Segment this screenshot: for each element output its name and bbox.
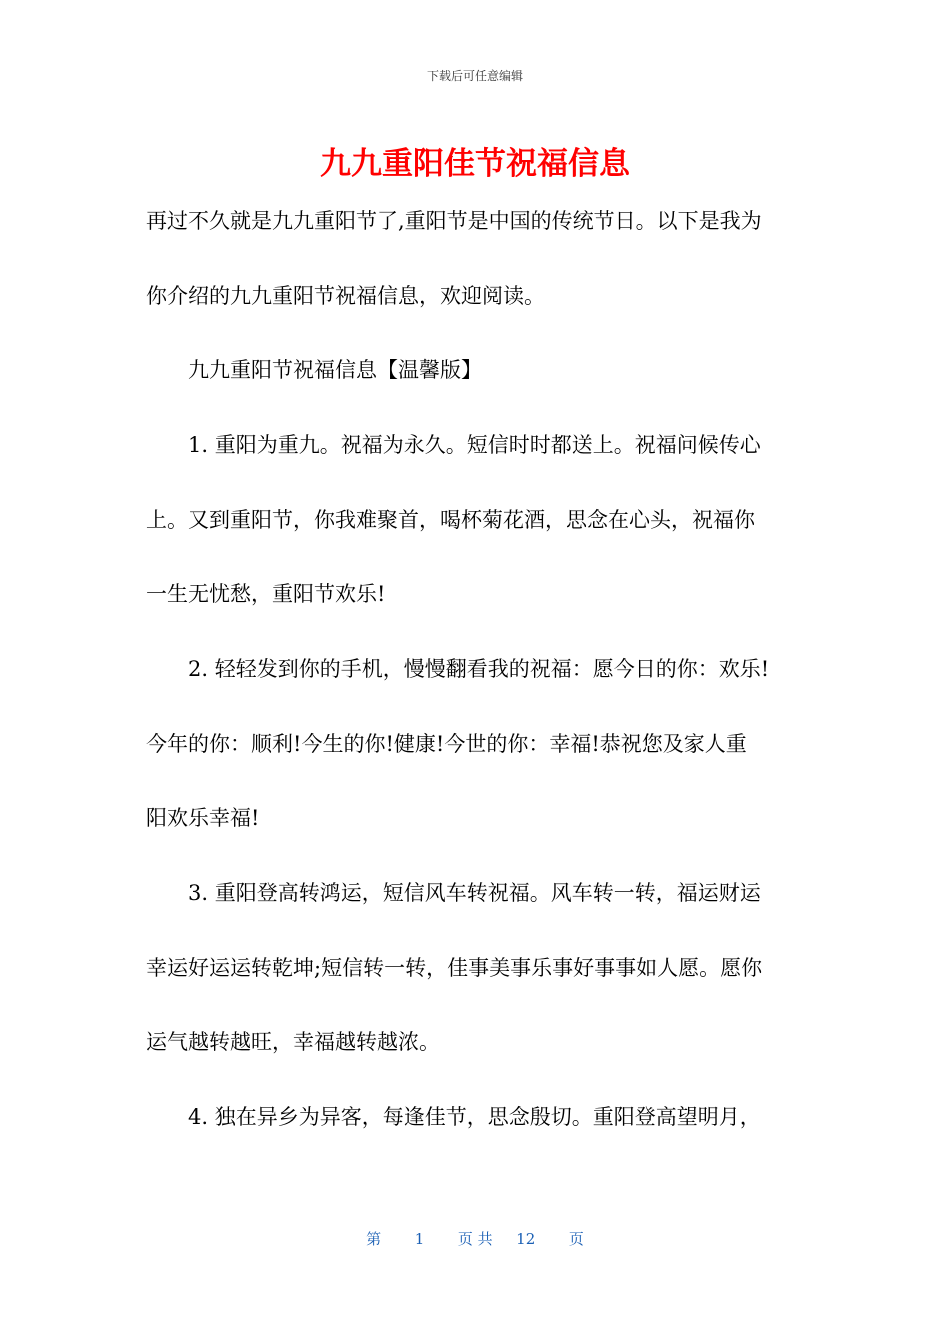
header-note: 下载后可任意编辑: [426, 69, 523, 83]
paragraph-line: 幸运好运运转乾坤;短信转一转，佳事美事乐事好事事如人愿。愿你: [146, 956, 763, 980]
paragraph-line: 运气越转越旺，幸福越转越浓。: [146, 1030, 440, 1054]
footer-label-page: 第: [366, 1230, 382, 1248]
footer-current-page: 1: [414, 1230, 425, 1248]
footer-label-total: 页 共: [457, 1230, 493, 1248]
paragraph-line: 4. 独在异乡为异客，每逢佳节，思念殷切。重阳登高望明月，: [188, 1105, 761, 1129]
footer-total-pages: 12: [516, 1230, 536, 1248]
paragraph-line: 阳欢乐幸福!: [146, 806, 260, 830]
page-footer: [0, 1229, 950, 1249]
paragraph-line: 一生无忧愁，重阳节欢乐!: [146, 582, 386, 606]
paragraph-line: 2. 轻轻发到你的手机，慢慢翻看我的祝福：愿今日的你：欢乐!: [188, 657, 770, 681]
paragraph-line: 3. 重阳登高转鸿运，短信风车转祝福。风车转一转，福运财运: [188, 881, 761, 905]
paragraph-line: 1. 重阳为重九。祝福为永久。短信时时都送上。祝福问候传心: [188, 433, 761, 457]
document-title: 九九重阳佳节祝福信息: [320, 146, 630, 182]
paragraph-line: 你介绍的九九重阳节祝福信息，欢迎阅读。: [146, 284, 545, 308]
paragraph-line: 今年的你：顺利!今生的你!健康!今世的你：幸福!恭祝您及家人重: [146, 732, 747, 756]
footer-label-end: 页: [568, 1230, 584, 1248]
paragraph-line: 再过不久就是九九重阳节了,重阳节是中国的传统节日。以下是我为: [146, 209, 762, 233]
paragraph-line: 上。又到重阳节，你我难聚首，喝杯菊花酒，思念在心头，祝福你: [146, 508, 755, 532]
section-heading: 九九重阳节祝福信息【温馨版】: [188, 358, 482, 382]
